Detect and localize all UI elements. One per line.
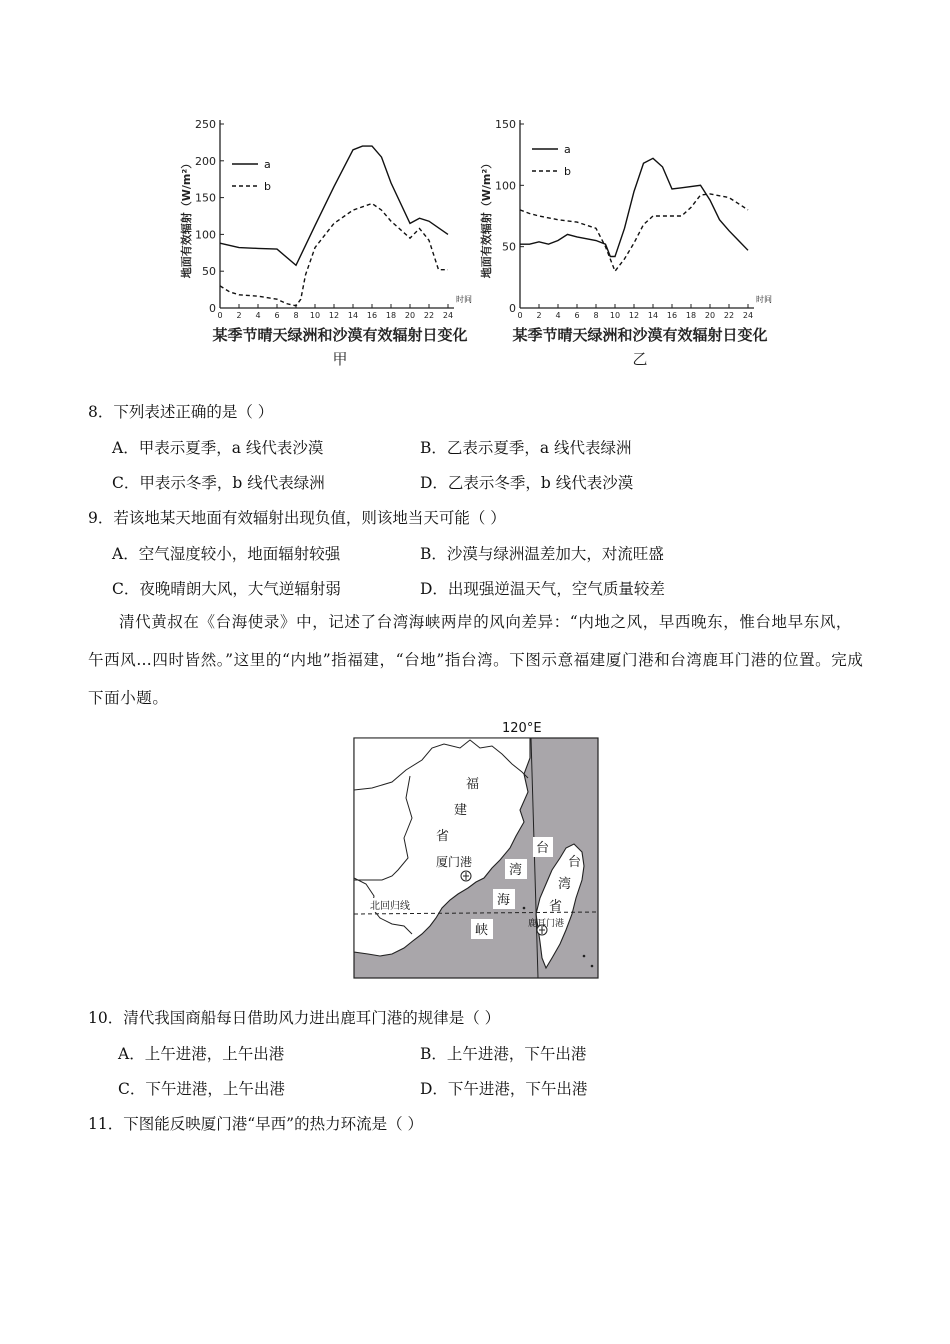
legend-label-b: b — [264, 180, 271, 193]
chart-yi-svg — [470, 110, 790, 325]
map-xiamen-label: 厦门港 — [436, 855, 473, 869]
x-tick-label: 4 — [255, 311, 261, 320]
question-8-option-a[interactable]: A．甲表示夏季，a 线代表沙漠 — [112, 439, 324, 457]
question-9-stem: 9．若该地某天地面有效辐射出现负值，则该地当天可能（ ） — [88, 509, 506, 527]
x-tick-label: 8 — [293, 311, 299, 320]
y-tick-label: 50 — [502, 240, 516, 254]
y-axis-label: 地面有效辐射（W/m²） — [180, 157, 193, 279]
x-tick-label: 14 — [347, 311, 359, 320]
question-8-option-b[interactable]: B．乙表示夏季，a 线代表绿洲 — [420, 439, 632, 457]
map-taiwan-char-2: 湾 — [558, 877, 572, 892]
question-10-option-d[interactable]: D．下午进港，下午出港 — [420, 1080, 588, 1098]
map-longitude-label: 120°E — [502, 721, 542, 736]
x-tick-label: 12 — [328, 311, 340, 320]
y-tick-label: 50 — [202, 265, 216, 279]
map-taiwan-char-1: 台 — [568, 855, 582, 870]
map-lueermen-label: 鹿耳门港 — [528, 919, 565, 929]
question-9-option-a[interactable]: A．空气湿度较小，地面辐射较强 — [112, 545, 341, 563]
question-10-stem: 10．清代我国商船每日借助风力进出鹿耳门港的规律是（ ） — [88, 1009, 501, 1027]
x-tick-label: 4 — [555, 311, 561, 320]
x-tick-label: 24 — [442, 311, 454, 320]
question-8-option-d[interactable]: D．乙表示冬季，b 线代表沙漠 — [420, 474, 634, 492]
reading-passage-text: 清代黄叔在《台海使录》中，记述了台湾海峡两岸的风向差异：“内地之风，早西晚东，惟台地早东风，午西风…四时皆然。”这里的“内地”指福建，“台地”指台湾。下图示意福建厦门港和台湾鹿耳门港的位置。完成下面小题。 — [88, 613, 864, 707]
y-tick-label: 250 — [195, 118, 216, 131]
x-tick-label: 6 — [274, 311, 280, 320]
question-10-option-c[interactable]: C．下午进港，上午出港 — [118, 1080, 285, 1098]
x-tick-label: 0 — [517, 311, 523, 320]
question-10-option-b[interactable]: B．上午进港，下午出港 — [420, 1045, 587, 1063]
x-tick-label: 16 — [366, 311, 378, 320]
y-tick-label: 200 — [195, 154, 216, 168]
question-9-option-c[interactable]: C．夜晚晴朗大风，大气逆辐射弱 — [112, 580, 341, 598]
y-tick-label: 100 — [195, 228, 216, 242]
question-10-option-a[interactable]: A．上午进港，上午出港 — [118, 1045, 285, 1063]
x-tick-label: 24 — [742, 311, 754, 320]
x-tick-label: 14 — [647, 311, 659, 320]
map-fujian-char-2: 建 — [454, 803, 468, 818]
y-tick-label: 150 — [195, 191, 216, 205]
x-tick-label: 0 — [217, 311, 223, 320]
x-tick-label: 6 — [574, 311, 580, 320]
chart-jia-subtitle: 甲 — [332, 350, 348, 368]
chart-jia-svg — [170, 110, 490, 325]
x-tick-label: 18 — [385, 311, 397, 320]
x-tick-label: 20 — [404, 311, 416, 320]
chart-yi-subtitle: 乙 — [632, 350, 648, 368]
map-figure — [352, 718, 600, 980]
map-strait-char-4: 峡 — [475, 923, 489, 938]
x-axis-label: 时间 — [756, 295, 772, 304]
x-tick-label: 8 — [593, 311, 599, 320]
y-tick-label: 100 — [495, 179, 516, 193]
x-tick-label: 10 — [609, 311, 621, 320]
x-axis-label: 时间 — [456, 295, 472, 304]
map-island-dot — [583, 955, 586, 958]
question-8-option-c[interactable]: C．甲表示冬季，b 线代表绿洲 — [112, 474, 325, 492]
y-tick-label: 150 — [495, 118, 516, 131]
map-strait-char-1: 台 — [536, 841, 550, 856]
x-tick-label: 16 — [666, 311, 678, 320]
question-11-stem: 11．下图能反映厦门港“早西”的热力环流是（ ） — [88, 1115, 423, 1133]
chart-yi — [470, 110, 790, 370]
map-svg — [352, 718, 600, 980]
legend-label-a: a — [564, 143, 571, 156]
y-tick-label: 0 — [509, 302, 516, 315]
x-tick-label: 2 — [236, 311, 242, 320]
x-tick-label: 20 — [704, 311, 716, 320]
x-tick-label: 10 — [309, 311, 321, 320]
series-line-b — [220, 204, 448, 306]
map-strait-char-3: 海 — [497, 893, 511, 908]
map-island-dot — [523, 907, 526, 910]
legend-label-b: b — [564, 165, 571, 178]
chart-yi-title: 某季节晴天绿洲和沙漠有效辐射日变化 — [512, 326, 768, 344]
y-axis-label: 地面有效辐射（W/m²） — [480, 157, 493, 279]
question-9-option-b[interactable]: B．沙漠与绿洲温差加大，对流旺盛 — [420, 545, 664, 563]
question-9-option-d[interactable]: D．出现强逆温天气，空气质量较差 — [420, 580, 665, 598]
map-taiwan-char-3: 省 — [549, 899, 563, 914]
question-8-stem: 8．下列表述正确的是（ ） — [88, 403, 274, 421]
map-strait-char-2: 湾 — [509, 863, 523, 878]
map-island-dot — [591, 965, 594, 968]
x-tick-label: 18 — [685, 311, 697, 320]
map-fujian-char-3: 省 — [436, 829, 450, 844]
x-tick-label: 12 — [628, 311, 640, 320]
x-tick-label: 22 — [423, 311, 435, 320]
series-line-a — [520, 158, 748, 256]
map-xiamen-port-icon — [461, 871, 471, 881]
chart-jia — [170, 110, 490, 370]
legend-label-a: a — [264, 158, 271, 171]
map-fujian-char-1: 福 — [466, 777, 480, 792]
x-tick-label: 22 — [723, 311, 735, 320]
reading-passage — [88, 603, 864, 717]
y-tick-label: 0 — [209, 302, 216, 315]
series-line-b — [520, 194, 748, 271]
map-tropic-label: 北回归线 — [370, 901, 410, 912]
x-tick-label: 2 — [536, 311, 542, 320]
chart-jia-title: 某季节晴天绿洲和沙漠有效辐射日变化 — [212, 326, 468, 344]
